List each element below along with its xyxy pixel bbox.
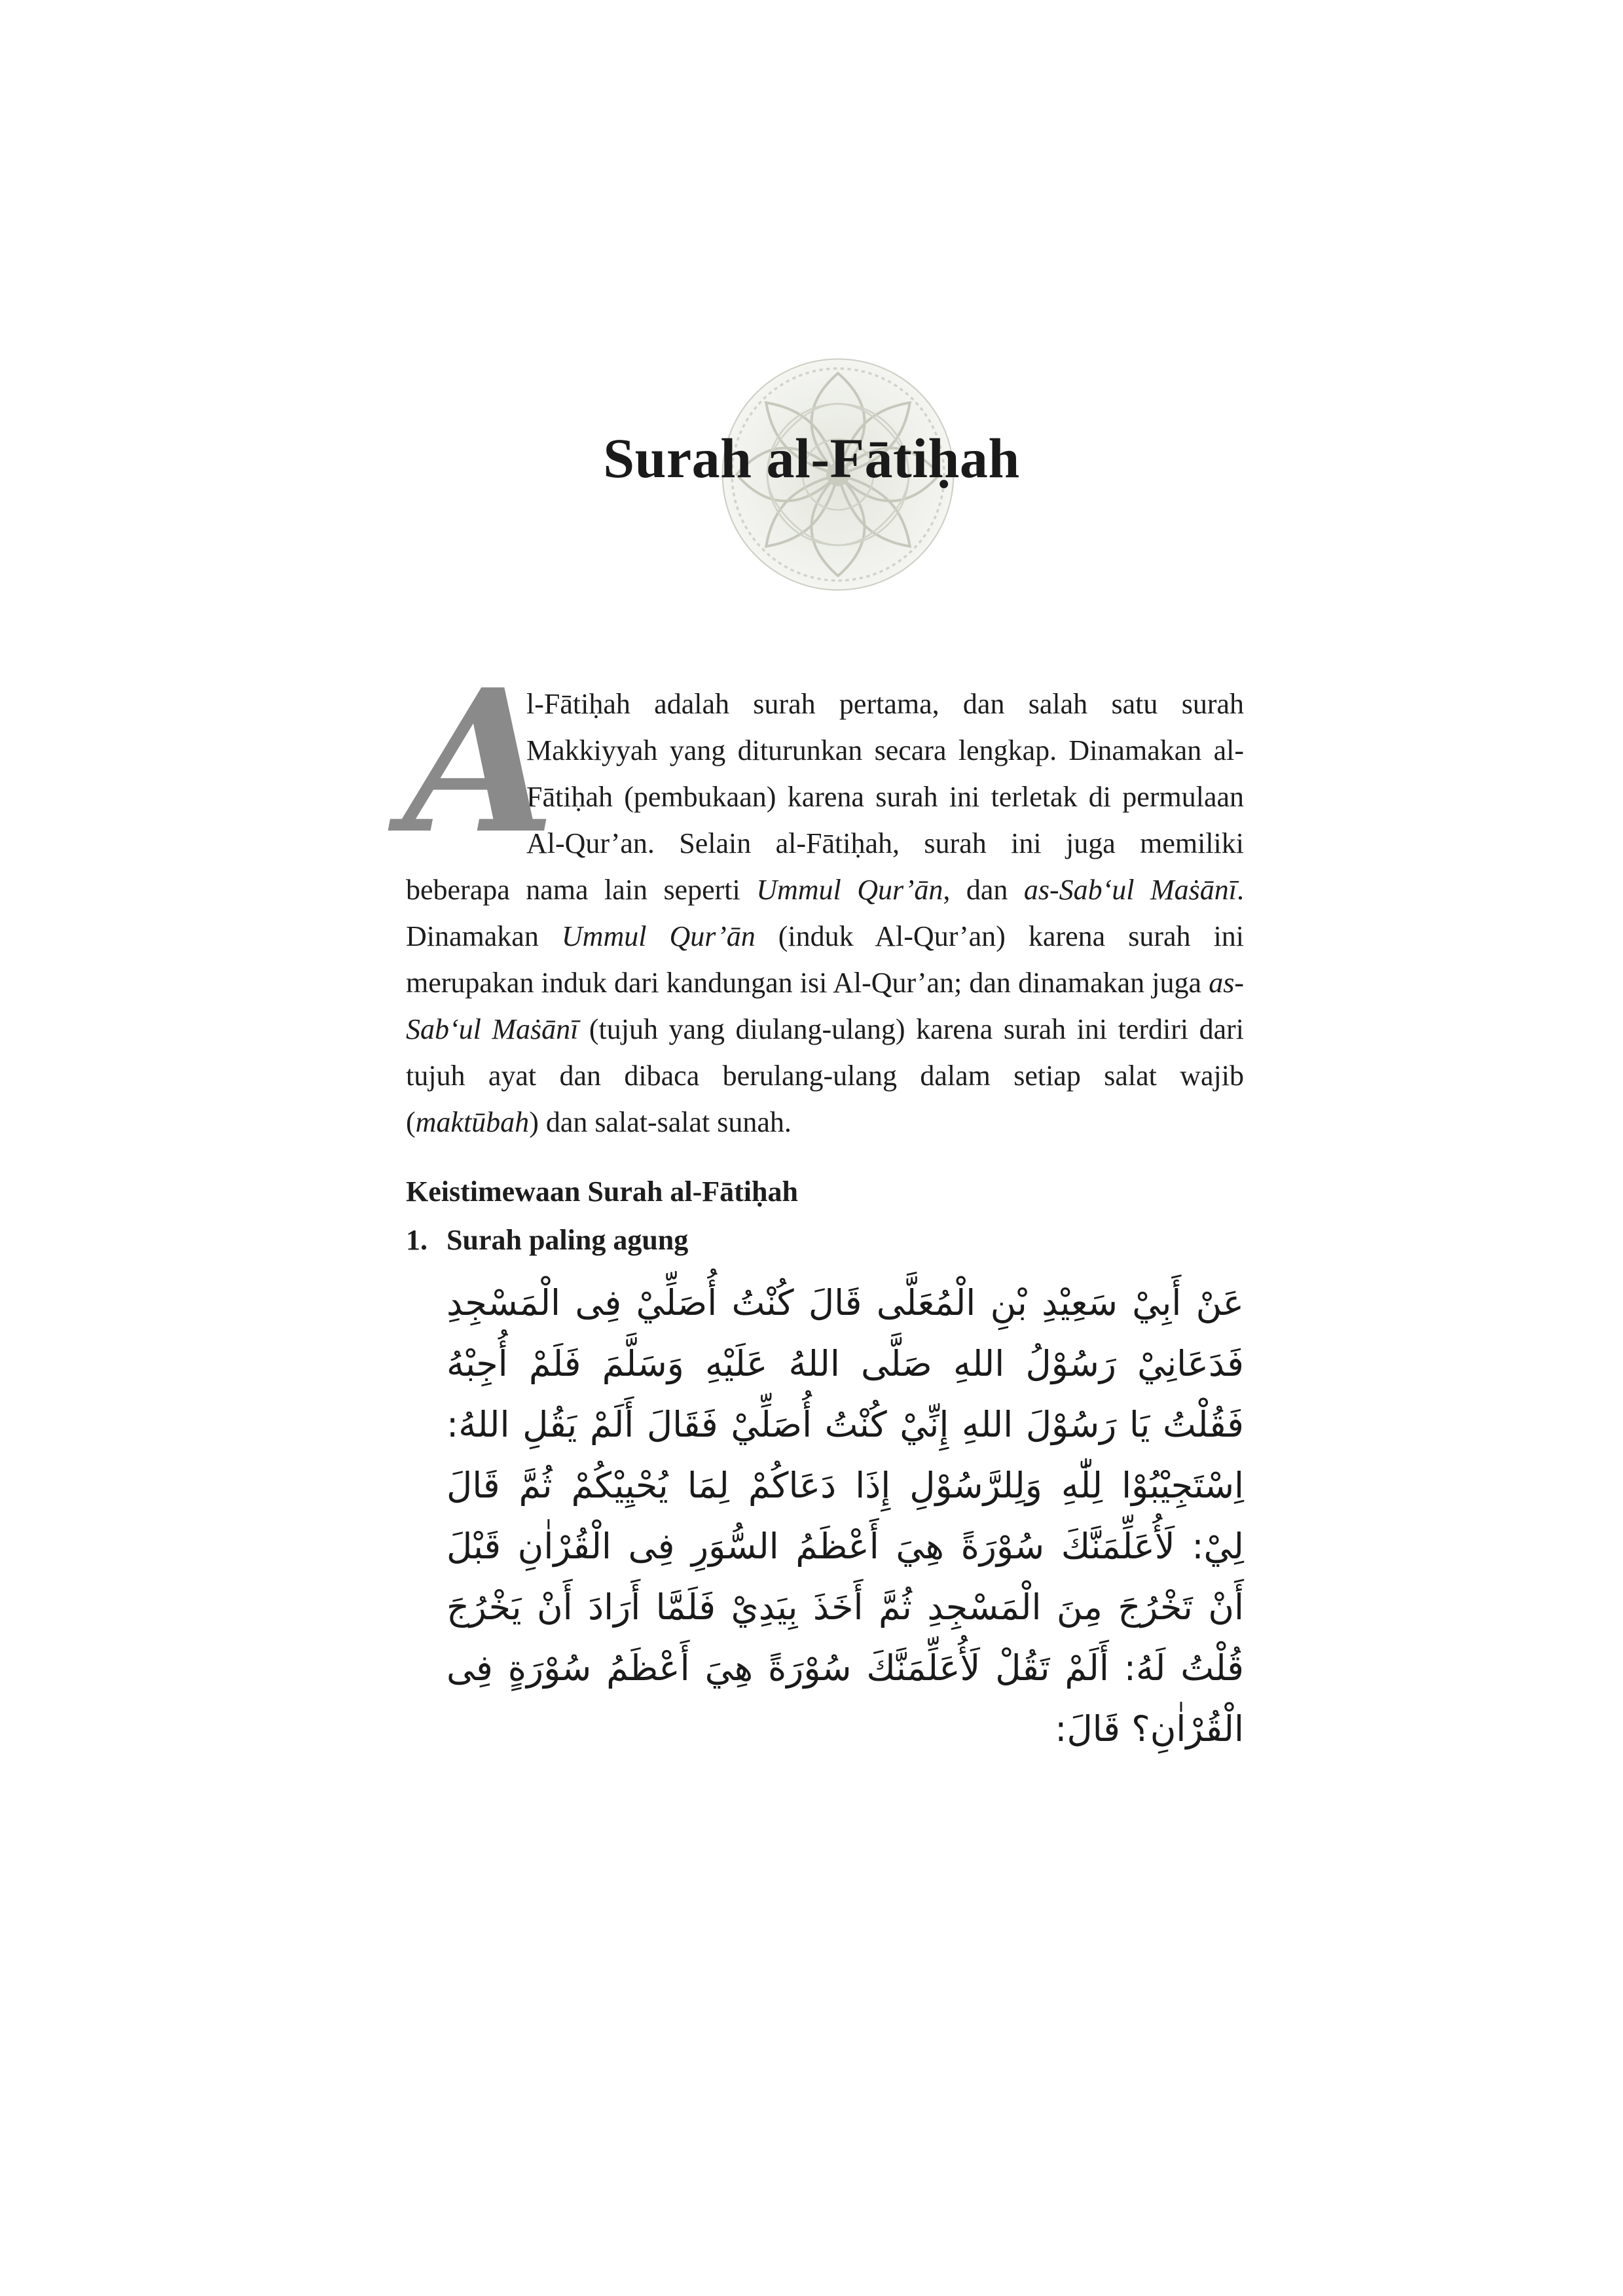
- intro-text-2: , dan: [943, 874, 1024, 906]
- intro-text-1: l-Fātiḥah adalah surah pertama, dan salah satu surah Makkiyyah yang diturunkan secara lengkap. Dinamakan al-Fātiḥah (pembukaan) karena surah ini terletak di permulaan Al-Qur’an. Selain al-Fātiḥah, surah ini juga memiliki beberapa nama lain seperti: [406, 688, 1244, 906]
- list-item: [406, 1217, 1244, 1263]
- term-as-sabul-masani: as-Sab‘ul Maṡānī: [1023, 874, 1237, 906]
- intro-text-6: ) dan salat-salat sunah.: [529, 1106, 792, 1138]
- intro-text-5: (tujuh yang diulang-ulang) karena surah ini terdiri dari tujuh ayat dan dibaca berulang-ulang dalam setiap salat wajib (: [406, 1013, 1244, 1138]
- content-body: [403, 646, 1245, 1759]
- list-item-label: Surah paling agung: [447, 1224, 689, 1256]
- term-ummul-quran-2: Ummul Qur’ān: [561, 920, 756, 952]
- section-heading: Keistimewaan Surah al-Fātiḥah: [406, 1175, 798, 1208]
- term-as-sabul-masani-2: as-Sab‘ul Maṡānī: [406, 967, 1244, 1045]
- term-maktubah: maktūbah: [415, 1106, 530, 1138]
- drop-cap: [403, 646, 556, 877]
- intro-paragraph: [403, 646, 1245, 1145]
- intro-text-3: . Dinamakan: [406, 874, 1244, 952]
- list-item-number: 1.: [406, 1224, 428, 1256]
- term-ummul-quran: Ummul Qur’ān: [756, 874, 943, 906]
- arabic-hadith-text: عَنْ أَبِيْ سَعِيْدِ بْنِ الْمُعَلَّى قَالَ كُنْتُ أُصَلِّيْ فِى الْمَسْجِدِ فَدَعَانِيْ رَسُوْلُ اللهِ صَلَّى اللهُ عَلَيْهِ وَسَلَّمَ فَلَمْ أُجِبْهُ فَقُلْتُ يَا رَسُوْلَ اللهِ إِنِّيْ كُنْتُ أُصَلِّيْ فَقَالَ أَلَمْ يَقُلِ اللهُ: اِسْتَجِيْبُوْا لِلّٰهِ وَلِلرَّسُوْلِ إِذَا دَعَاكُمْ لِمَا يُحْيِيْكُمْ ثُمَّ قَالَ لِيْ: لَأُعَلِّمَنَّكَ سُوْرَةً هِيَ أَعْظَمُ السُّوَرِ فِى الْقُرْاٰنِ قَبْلَ أَنْ تَخْرُجَ مِنَ الْمَسْجِدِ ثُمَّ أَخَذَ بِيَدِيْ فَلَمَّا أَرَادَ أَنْ يَخْرُجَ قُلْتُ لَهُ: أَلَمْ تَقُلْ لَأُعَلِّمَنَّكَ سُوْرَةً هِيَ أَعْظَمُ سُوْرَةٍ فِى الْقُرْاٰنِ؟ قَالَ:: [447, 1282, 1244, 1749]
- drop-cap-letter: A: [403, 646, 556, 877]
- intro-text-4: (induk Al-Qur’an) karena surah ini merupakan induk dari kandungan isi Al-Qur’an; dan dinamakan juga: [406, 920, 1245, 999]
- page-title: Surah al-Fātiḥah: [603, 427, 1020, 490]
